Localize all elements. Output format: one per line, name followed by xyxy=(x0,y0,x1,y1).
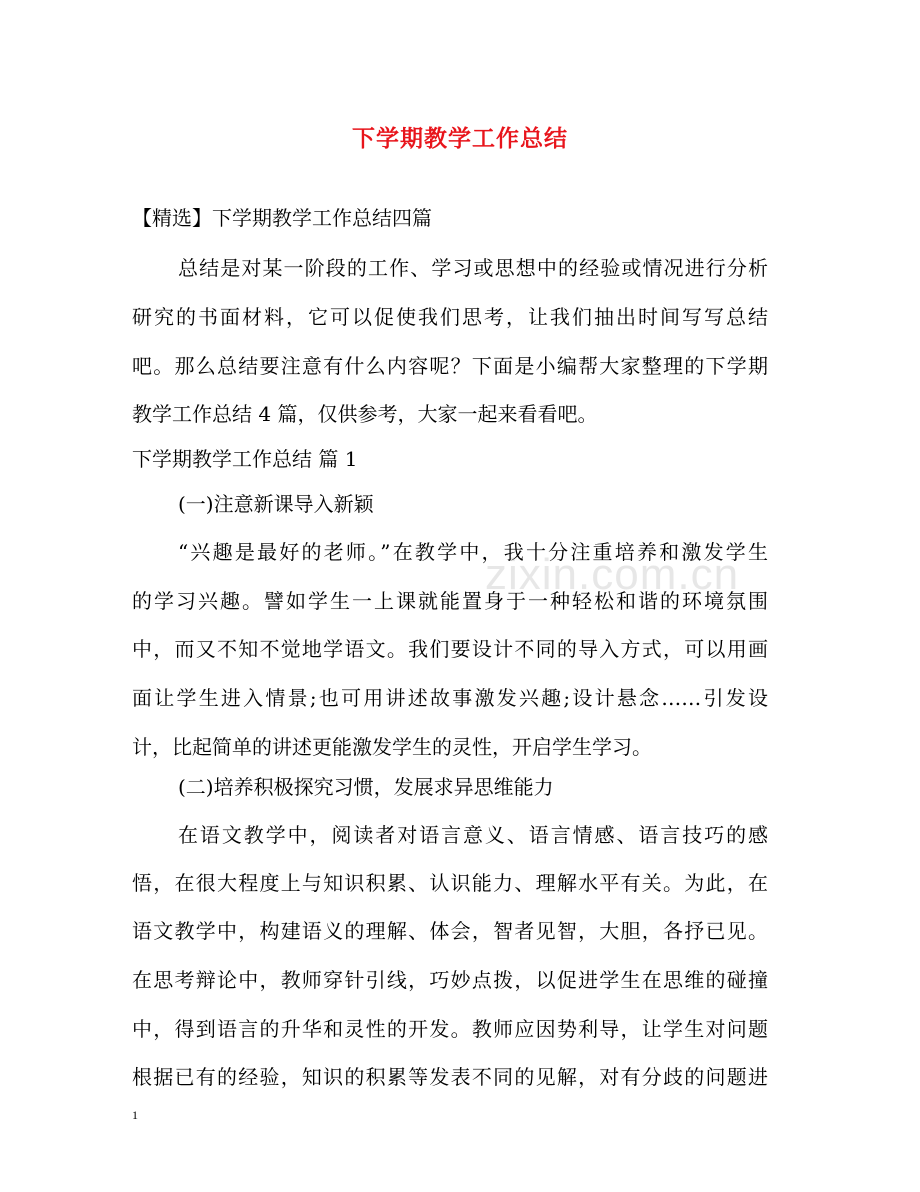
section-heading: 下学期教学工作总结 篇 1 xyxy=(132,447,358,471)
point2-line: 中，得到语言的升华和灵性的开发。教师应因势利导，让学生对问题 xyxy=(132,1017,768,1041)
point1-line: 中，而又不知不觉地学语文。我们要设计不同的导入方式，可以用画 xyxy=(132,637,768,661)
point2-line: 根据已有的经验，知识的积累等发表不同的见解，对有分歧的问题进 xyxy=(132,1065,768,1089)
point2-line: 悟，在很大程度上与知识积累、认识能力、理解水平有关。为此，在 xyxy=(132,871,768,895)
point2-line: 在语文教学中，阅读者对语言意义、语言情感、语言技巧的感 xyxy=(178,823,768,847)
point2-heading: (二)培养积极探究习惯，发展求异思维能力 xyxy=(178,775,554,799)
document-title: 下学期教学工作总结 xyxy=(352,125,568,152)
point1-line: 的学习兴趣。譬如学生一上课就能置身于一种轻松和谐的环境氛围 xyxy=(132,589,768,613)
document-subtitle: 【精选】下学期教学工作总结四篇 xyxy=(132,206,432,230)
point1-line: 计，比起简单的讲述更能激发学生的灵性，开启学生学习。 xyxy=(132,735,652,759)
page-number: 1 xyxy=(132,1108,138,1122)
point2-line: 在思考辩论中，教师穿针引线，巧妙点拨，以促进学生在思维的碰撞 xyxy=(132,968,768,992)
intro-line: 总结是对某一阶段的工作、学习或思想中的经验或情况进行分析 xyxy=(178,256,768,280)
intro-line: 吧。那么总结要注意有什么内容呢？下面是小编帮大家整理的下学期 xyxy=(132,354,768,378)
point1-line: 面让学生进入情景;也可用讲述故事激发兴趣;设计悬念……引发设 xyxy=(132,686,768,710)
watermark: zixin.com.cn xyxy=(485,550,740,599)
intro-line: 教学工作总结 4 篇，仅供参考，大家一起来看看吧。 xyxy=(132,402,598,426)
point1-heading: (一)注意新课导入新颖 xyxy=(178,492,374,516)
point1-line: “兴趣是最好的老师。”在教学中，我十分注重培养和激发学生 xyxy=(178,540,768,564)
intro-line: 研究的书面材料，它可以促使我们思考，让我们抽出时间写写总结 xyxy=(132,305,768,329)
point2-line: 语文教学中，构建语义的理解、体会，智者见智，大胆，各抒已见。 xyxy=(132,919,768,943)
